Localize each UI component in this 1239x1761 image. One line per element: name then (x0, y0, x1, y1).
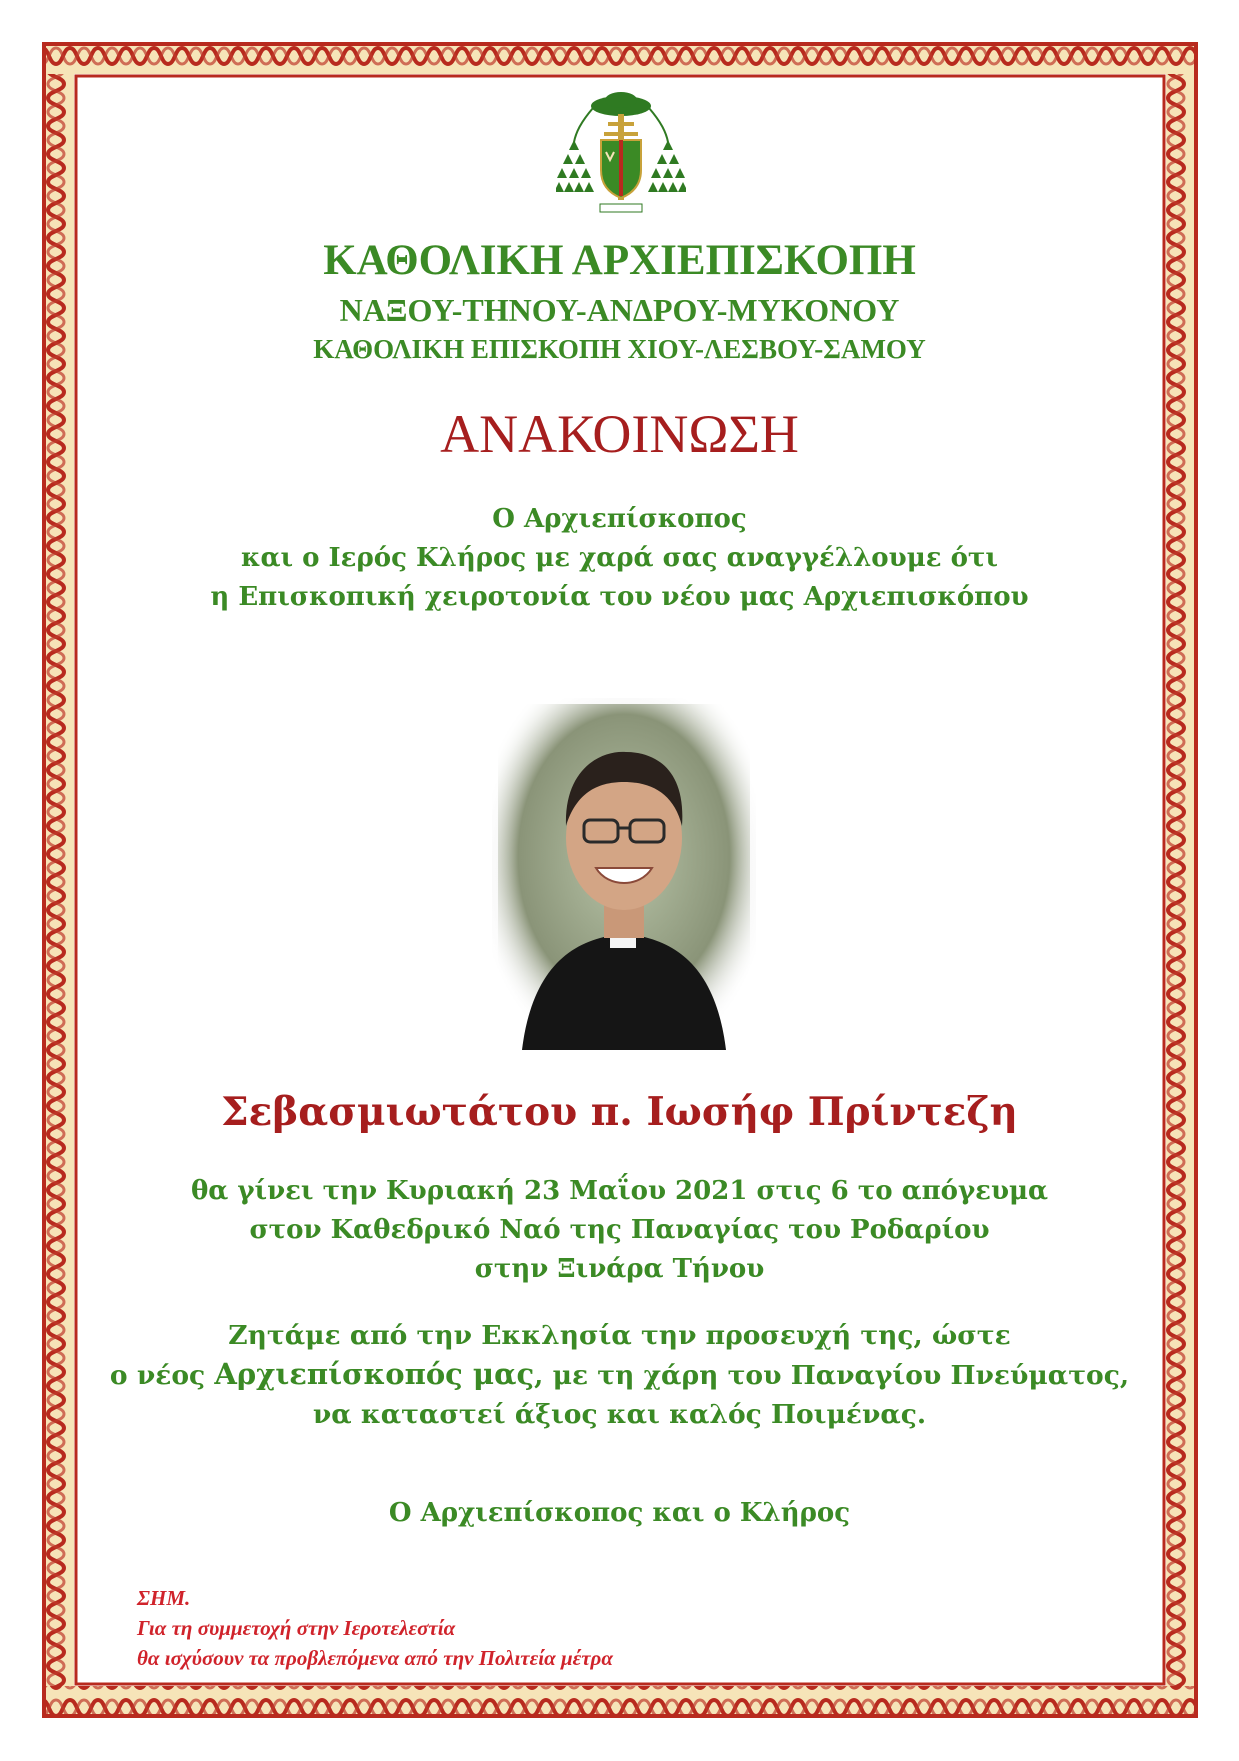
coat-of-arms-logo (556, 92, 686, 218)
prayer-line-start: ο νέος (109, 1360, 215, 1391)
prayer-line-emphasis: Αρχιεπίσκοπός μας (214, 1357, 535, 1391)
prayer-line-end: , με τη χάρη του Παναγίου Πνεύματος, (534, 1360, 1130, 1391)
details-line: θα γίνει την Κυριακή 23 Μαΐου 2021 στις 6 το απόγευμα (190, 1176, 1049, 1206)
header-archdiocese-islands: ΝΑΞΟΥ-ΤΗΝΟΥ-ΑΝΔΡΟΥ-ΜΥΚΟΝΟΥ (339, 292, 900, 328)
intro-paragraph (0, 500, 1239, 617)
signature: Ο Αρχιεπίσκοπος και ο Κλήρος (388, 1498, 851, 1528)
prayer-request (0, 1316, 1239, 1434)
prayer-line: να καταστεί άξιος και καλός Ποιμένας. (312, 1399, 927, 1430)
intro-line: Ο Αρχιεπίσκοπος (492, 504, 747, 534)
footnote-line: Για τη συμμετοχή στην Ιεροτελεστία (137, 1616, 456, 1640)
footnote-line: θα ισχύσουν τα προβλεπόμενα από την Πολιτεία μέτρα (137, 1646, 613, 1670)
footnote-heading: ΣΗΜ. (137, 1586, 191, 1610)
coat-of-arms-icon (556, 92, 686, 218)
header-diocese-title: ΚΑΘΟΛΙΚΗ ΕΠΙΣΚΟΠΗ ΧΙΟΥ-ΛΕΣΒΟΥ-ΣΑΜΟΥ (313, 334, 926, 364)
prayer-line (0, 1355, 1239, 1395)
archbishop-portrait (492, 698, 756, 1050)
portrait-photo-icon (492, 698, 756, 1050)
intro-line: η Επισκοπική χειροτονία του νέου μας Αρχιεπισκόπου (210, 582, 1029, 612)
prayer-line: Ζητάμε από την Εκκλησία την προσευχή της, ώστε (228, 1320, 1011, 1351)
details-line: στον Καθεδρικό Ναό της Παναγίας του Ροδαρίου (249, 1215, 990, 1245)
details-line: στην Ξινάρα Τήνου (474, 1254, 765, 1284)
intro-line: και ο Ιερός Κλήρος με χαρά σας αναγγέλλουμε ότι (241, 543, 998, 573)
header-archdiocese-title: ΚΑΘΟΛΙΚΗ ΑΡΧΙΕΠΙΣΚΟΠΗ (323, 237, 916, 284)
footnote (137, 1583, 613, 1673)
ceremony-details (0, 1172, 1239, 1289)
announcement-title: ΑΝΑΚΟΙΝΩΣΗ (440, 404, 799, 464)
archbishop-name: Σεβασμιωτάτου π. Ιωσήφ Πρίντεζη (221, 1089, 1018, 1135)
